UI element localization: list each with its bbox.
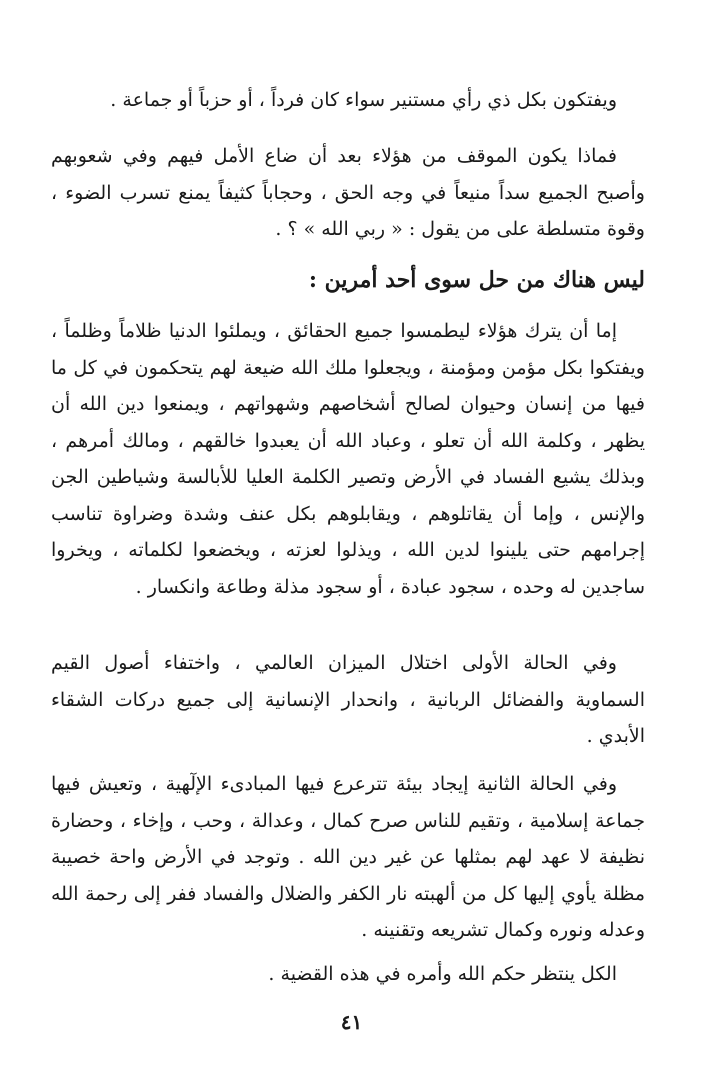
paragraph-4: وفي الحالة الثانية إيجاد بيئة تترعرع فيها المبادىء الإلٓهية ، وتعيش فيها جماعة إسلامية ، وتقيم للناس صرح كمال ، وعدالة ، وحب ، وإخاء ، وحضارة نظيفة لا عهد لهم بمثلها عن غير دين الله . وتوجد في الأرض واحة خصيبة مظلة يأوي إليها كل من ألهبته نار الكفر والضلال والفساد ففر إلى رحمة الله وعدله ونوره وكمال تشريعه وتقنينه . <box>51 773 645 941</box>
page-number: ٤١ <box>340 1010 363 1034</box>
paragraph-5: الكل ينتظر حكم الله وأمره في هذه القضية . <box>268 963 617 985</box>
paragraph-2-block <box>51 313 645 605</box>
paragraph-1-block <box>51 138 645 248</box>
paragraph-3-block <box>51 645 645 755</box>
section-heading: ليس هناك من حل سوى أحد أمرين : <box>308 267 645 293</box>
paragraph-1: فماذا يكون الموقف من هؤلاء بعد أن ضاع الأمل فيهم وفي شعوبهم وأصبح الجميع سداً منيعاً في وجه الحق ، وحجاباً كثيفاً يمنع تسرب الضوء ، وقوة متسلطة على من يقول : « ربي الله » ؟ . <box>51 145 645 240</box>
paragraph-2: إما أن يترك هؤلاء ليطمسوا جميع الحقائق ، ويملئوا الدنيا ظلاماً وظلماً ، ويفتكوا بكل مؤمن ومؤمنة ، ويجعلوا ملك الله ضيعة لهم يتحكمون في كل ما فيها من إنسان وحيوان لصالح أشخاصهم وشهواتهم ، ويمنعوا دين الله أن يظهر ، وكلمة الله أن تعلو ، وعباد الله أن يعبدوا خالقهم ، ومالك أمرهم ، وبذلك يشيع الفساد في الأرض وتصير الكلمة العليا للأبالسة وشياطين الجن والإنس ، وإما أن يقاتلوهم ، ويقابلوهم بكل عنف وشدة وضراوة تناسب إجرامهم حتى يلينوا لدين الله ، ويذلوا لعزته ، ويخضعوا لكلماته ، ويخروا ساجدين له وحده ، سجود عبادة ، أو سجود مذلة وطاعة وانكسار . <box>51 320 645 598</box>
opening-line-block <box>51 82 645 119</box>
paragraph-5-block <box>51 956 645 993</box>
opening-line: ويفتكون بكل ذي رأي مستنير سواء كان فرداً ، أو حزباً أو جماعة . <box>110 89 617 111</box>
paragraph-4-block <box>51 766 645 949</box>
paragraph-3: وفي الحالة الأولى اختلال الميزان العالمي ، واختفاء أصول القيم السماوية والفضائل الربانية ، وانحدار الإنسانية إلى جميع دركات الشقاء الأبدي . <box>51 652 645 747</box>
